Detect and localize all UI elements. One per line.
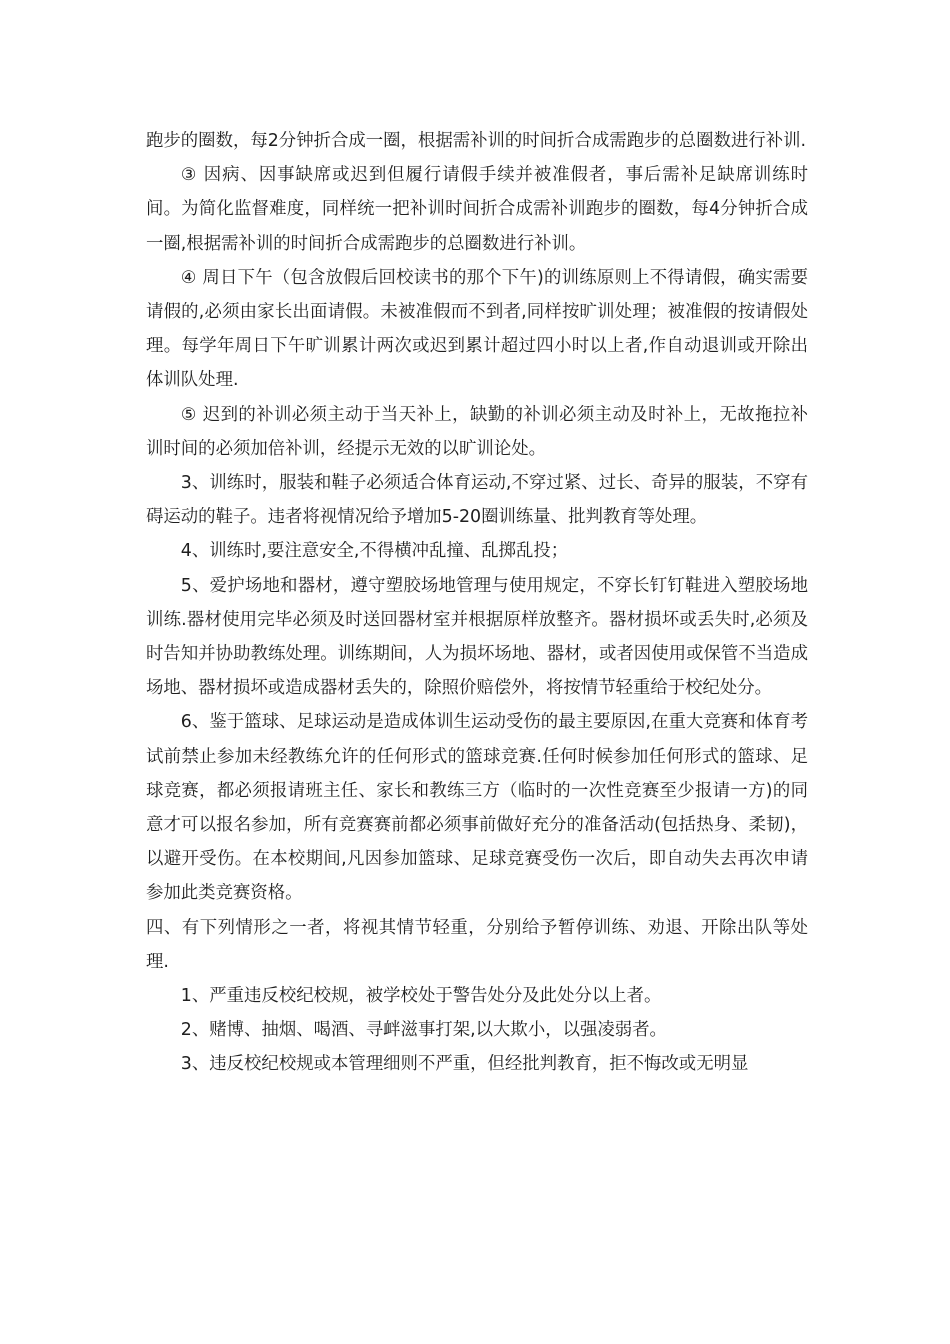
paragraph-rule-5-equipment: 5、爱护场地和器材，遵守塑胶场地管理与使用规定，不穿长钉钉鞋进入塑胶场地训练.器材使用完毕必须及时送回器材室并根据原样放整齐。器材损坏或丢失时,必须及时告知并协助教练处理。训练期间，人为损坏场地、器材，或者因使用或保管不当造成场地、器材损坏或造成器材丢失的，除照价赔偿外，将按情节轻重给于校纪处分。 [146,575,808,699]
paragraph-rule-3-clothing: 3、训练时，服装和鞋子必须适合体育运动,不穿过紧、过长、奇异的服装，不穿有碍运动的鞋子。违者将视情况给予增加5-20圈训练量、批判教育等处理。 [146,473,808,528]
paragraph-item-4-sunday-training: ④ 周日下午（包含放假后回校读书的那个下午)的训练原则上不得请假，确实需要请假的,必须由家长出面请假。未被准假而不到者,同样按旷训处理；被准假的按请假处理。每学年周日下午旷训累计两次或迟到累计超过四小时以上者,作自动退训或开除出体训队处理. [146,267,808,391]
paragraph-rule-4-safety: 4、训练时,要注意安全,不得横冲乱撞、乱掷乱投； [180,541,569,562]
paragraph-item-5-makeup-training: ⑤ 迟到的补训必须主动于当天补上，缺勤的补训必须主动及时补上，无故拖拉补训时间的必须加倍补训，经提示无效的以旷训论处。 [146,404,808,459]
paragraph-case-2: 2、赌博、抽烟、喝酒、寻衅滋事打架,以大欺小，以强凌弱者。 [180,1020,667,1041]
paragraph-rule-6-ball-games: 6、鉴于篮球、足球运动是造成体训生运动受伤的最主要原因,在重大竞赛和体育考试前禁止参加未经教练允许的任何形式的篮球竞赛.任何时候参加任何形式的篮球、足球竞赛，都必须报请班主任、家长和教练三方（临时的一次性竞赛至少报请一方)的同意才可以报名参加，所有竞赛赛前都必须事前做好充分的准备活动(包括热身、柔韧)，以避开受伤。在本校期间,凡因参加篮球、足球竞赛受伤一次后，即自动失去再次申请参加此类竞赛资格。 [146,712,808,904]
paragraph-lap-conversion-continued: 跑步的圈数，每2分钟折合成一圈，根据需补训的时间折合成需跑步的总圈数进行补训. [146,131,807,151]
paragraph-case-3: 3、违反校纪校规或本管理细则不严重，但经批判教育，拒不悔改或无明显 [180,1054,749,1075]
paragraph-item-3-excused-absence: ③ 因病、因事缺席或迟到但履行请假手续并被准假者，事后需补足缺席训练时间。为简化监督难度，同样统一把补训时间折合成需补训跑步的圈数，每4分钟折合成一圈,根据需补训的时间折合成需跑步的总圈数进行补训。 [146,165,808,254]
paragraph-case-1: 1、严重违反校纪校规，被学校处于警告处分及此处分以上者。 [180,986,662,1007]
document-body [146,124,808,1082]
section-heading-four: 四、有下列情形之一者，将视其情节轻重，分别给予暂停训练、劝退、开除出队等处理. [146,917,808,972]
